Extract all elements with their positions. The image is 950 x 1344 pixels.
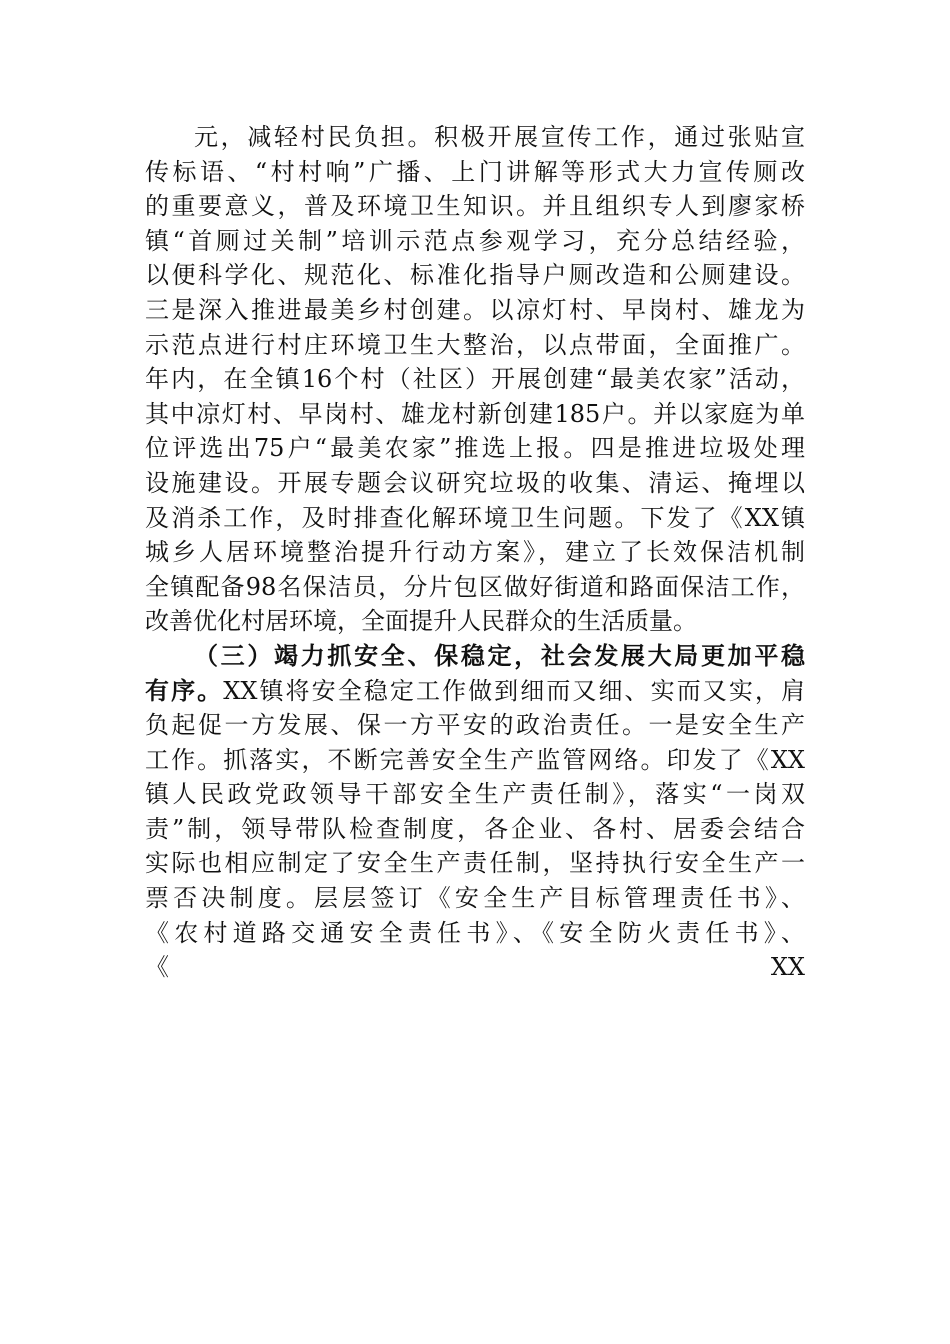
text-line: 其中凉灯村、早岗村、雄龙村新创建185户。并以家庭为单 bbox=[145, 399, 805, 428]
text-line: 票否决制度。层层签订《安全生产目标管理责任书》、 bbox=[145, 884, 805, 913]
text-line bbox=[145, 985, 805, 1020]
text-line: 《农村道路交通安全责任书》、《安全防火责任书》、 bbox=[145, 918, 805, 947]
text-line: 负起促一方发展、保一方平安的政治责任。一是安全生产 bbox=[145, 711, 805, 740]
text-line: 镇“首厕过关制”培训示范点参观学习，充分总结经验， bbox=[145, 226, 805, 255]
text-line: 改善优化村居环境，全面提升人民群众的生活质量。 bbox=[145, 607, 697, 636]
text-line: 年内，在全镇16个村（社区）开展创建“最美农家”活动， bbox=[145, 365, 805, 394]
text-line: 工作。抓落实，不断完善安全生产监管网络。印发了《XX bbox=[145, 745, 805, 774]
text-line: 传标语、“村村响”广播、上门讲解等形式大力宣传厕改 bbox=[145, 157, 805, 186]
text-line: 镇人民政党政领导干部安全生产责任制》，落实“一岗双 bbox=[145, 780, 805, 809]
text-line: 城乡人居环境整治提升行动方案》，建立了长效保洁机制 bbox=[145, 538, 805, 567]
text-line: 《XX bbox=[145, 953, 805, 982]
text-line: 实际也相应制定了安全生产责任制，坚持执行安全生产一 bbox=[145, 849, 805, 878]
text-line bbox=[145, 674, 805, 709]
text-line-rest: XX镇将安全稳定工作做到细而又细、实而又实，肩 bbox=[223, 676, 806, 705]
text-line: 的重要意义，普及环境卫生知识。并且组织专人到廖家桥 bbox=[145, 192, 805, 221]
document-body bbox=[145, 120, 805, 1019]
text-line: 示范点进行村庄环境卫生大整治，以点带面，全面推广。 bbox=[145, 330, 805, 359]
text-line: 设施建设。开展专题会议研究垃圾的收集、清运、掩埋以 bbox=[145, 468, 805, 497]
text-line: 以便科学化、规范化、标准化指导户厕改造和公厕建设。 bbox=[145, 261, 805, 290]
text-line: 及消杀工作，及时排查化解环境卫生问题。下发了《XX镇 bbox=[145, 503, 805, 532]
text-line: 元，减轻村民负担。积极开展宣传工作，通过张贴宣 bbox=[194, 123, 805, 151]
section-heading: （三）竭力抓安全、保稳定，社会发展大局更加平稳 bbox=[194, 640, 805, 670]
text-line: 位评选出75户“最美农家”推选上报。四是推进垃圾处理 bbox=[145, 434, 805, 463]
section-heading-end: 有序。 bbox=[145, 675, 224, 705]
text-line: 责”制，领导带队检查制度，各企业、各村、居委会结合 bbox=[145, 814, 805, 843]
text-line: 三是深入推进最美乡村创建。以凉灯村、早岗村、雄龙为 bbox=[145, 295, 805, 324]
text-line: 全镇配备98名保洁员，分片包区做好街道和路面保洁工作， bbox=[145, 572, 805, 601]
